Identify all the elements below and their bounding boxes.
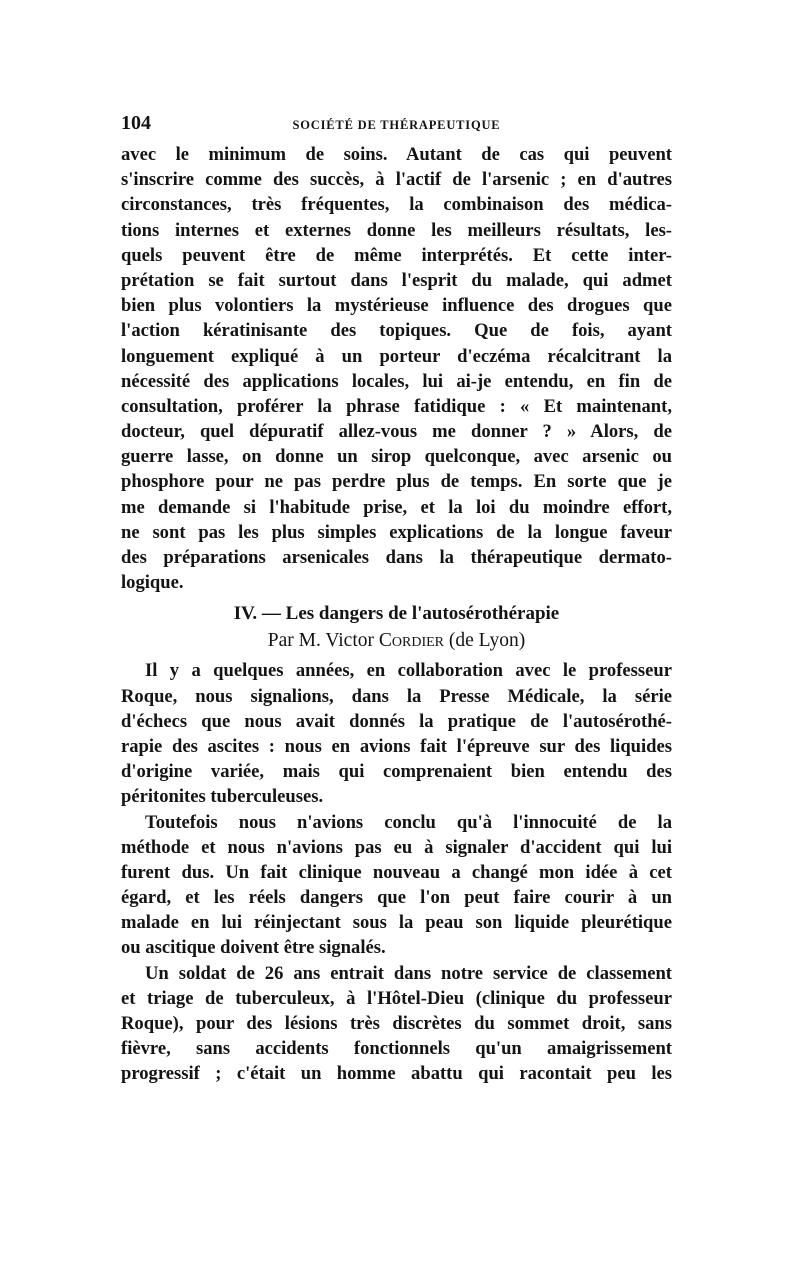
text-line: tions internes et externes donne les meilleurs résultats, les- — [121, 219, 672, 241]
text-line: des préparations arsenicales dans la thérapeutique dermato- — [121, 547, 672, 568]
text-line: égard, et les réels dangers que l'on peut faire courir à un — [121, 887, 672, 909]
text-line: Toutefois nous n'avions conclu qu'à l'innocuité de la — [145, 811, 672, 833]
book-page — [121, 108, 672, 1087]
text-line: s'inscrire comme des succès, à l'actif de l'arsenic ; en d'autres — [121, 169, 672, 191]
text-line: circonstances, très fréquentes, la combinaison des médica- — [121, 194, 672, 216]
text-line: nécessité des applications locales, lui ai-je entendu, en fin de — [121, 370, 672, 392]
paragraph-innocuity — [121, 810, 672, 961]
text-line: guerre lasse, on donne un sirop quelconque, avec arsenic ou — [121, 446, 672, 468]
text-line: progressif ; c'était un homme abattu qui racontait peu les — [121, 1063, 672, 1085]
text-line: Il y a quelques années, en collaboration avec le professeur — [145, 660, 672, 682]
author-suffix: (de Lyon) — [444, 630, 526, 652]
text-line: me demande si l'habitude prise, et la loi du moindre effort, — [121, 496, 672, 518]
text-line: et triage de tuberculeux, à l'Hôtel-Dieu (clinique du professeur — [121, 987, 672, 1009]
text-line: avec le minimum de soins. Autant de cas qui peuvent — [121, 144, 672, 165]
text-line: Un soldat de 26 ans entrait dans notre service de classement — [145, 962, 672, 984]
author-name: Cordier — [378, 630, 445, 652]
text-line: consultation, proférer la phrase fatidique : « Et maintenant, — [121, 395, 672, 417]
text-line: bien plus volontiers la mystérieuse influence des drogues que — [121, 295, 672, 317]
text-line: péritonites tuberculeuses. — [121, 786, 324, 808]
text-line: quels peuvent être de même interprétés. Et cette inter- — [121, 244, 672, 266]
text-line: ou ascitique doivent être signalés. — [121, 937, 386, 959]
text-line: méthode et nous n'avions pas eu à signaler d'accident qui lui — [121, 836, 672, 858]
text-line: docteur, quel dépuratif allez-vous me donner ? » Alors, de — [121, 421, 672, 443]
text-line: phosphore pour ne pas perdre plus de temps. En sorte que je — [121, 471, 672, 493]
section-title: IV. — Les dangers de l'autosérothérapie — [233, 603, 560, 625]
text-line: furent dus. Un fait clinique nouveau a changé mon idée à cet — [121, 861, 672, 883]
section-author — [121, 627, 672, 658]
text-line: rapie des ascites : nous en avions fait l'épreuve sur des liquides — [121, 735, 672, 757]
text-line: l'action kératinisante des topiques. Que de fois, ayant — [121, 320, 672, 342]
text-line: fièvre, sans accidents fonctionnels qu'un amaigrissement — [121, 1038, 672, 1060]
running-title: SOCIÉTÉ DE THÉRAPEUTIQUE — [292, 118, 501, 132]
text-line: logique. — [121, 572, 184, 594]
paragraph-prior-study — [121, 658, 672, 809]
page-header — [121, 108, 672, 142]
paragraph-arsenic-conclusion — [121, 142, 672, 595]
text-line: Roque), pour des lésions très discrètes du sommet droit, sans — [121, 1013, 672, 1034]
author-prefix: Par M. Victor — [267, 630, 379, 652]
text-line: d'origine variée, mais qui comprenaient bien entendu des — [121, 761, 672, 783]
text-line: Roque, nous signalions, dans la Presse Médicale, la série — [121, 685, 672, 707]
page-number: 104 — [121, 112, 151, 134]
text-line: prétation se fait surtout dans l'esprit du malade, qui admet — [121, 269, 672, 291]
text-line: d'échecs que nous avait donnés la pratique de l'autosérothé- — [121, 710, 672, 732]
text-line: ne sont pas les plus simples explications de la longue faveur — [121, 521, 672, 543]
text-line: malade en lui réinjectant sous la peau son liquide pleurétique — [121, 912, 672, 934]
text-line: longuement expliqué à un porteur d'eczéma récalcitrant la — [121, 345, 672, 367]
paragraph-clinical-case — [121, 961, 672, 1087]
